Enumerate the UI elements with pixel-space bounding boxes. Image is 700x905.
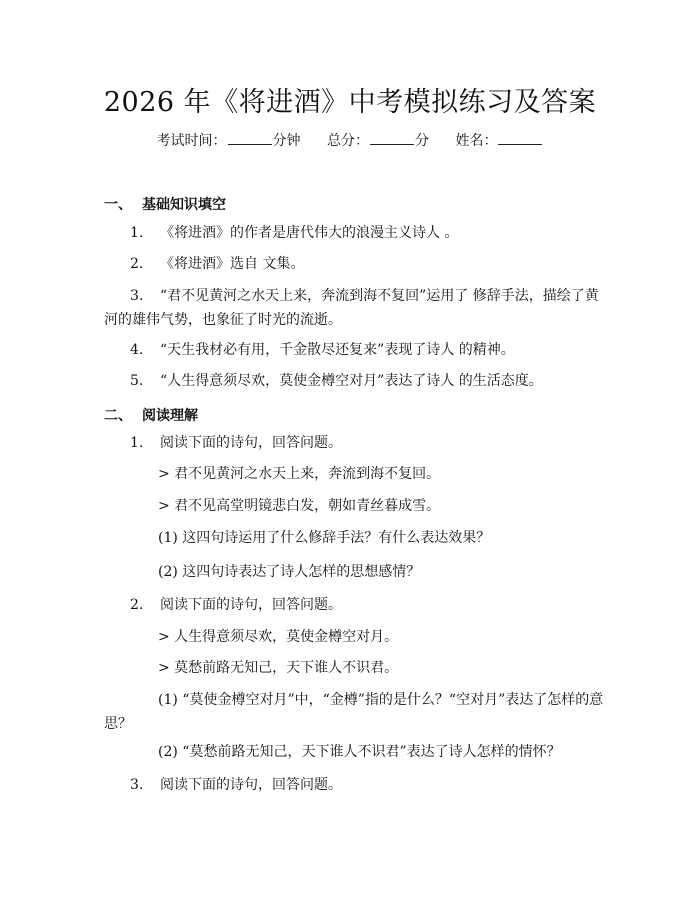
question-1 [130,221,458,245]
time-field [157,133,305,149]
question-text: “人生得意须尽欢，莫使金樽空对月”表达了诗人 的生活态度。 [160,373,543,389]
name-blank [498,132,542,145]
sub-question: (1) 这四句诗运用了什么修辞手法？有什么表达效果？ [158,530,491,546]
poem-quote: > 君不见黄河之水天上来，奔流到海不复回。 [158,466,441,482]
section-number: 一、 [104,197,132,213]
question-3 [104,284,604,332]
question-text: 《将进酒》选自 文集。 [160,256,305,272]
time-label: 考试时间： [156,133,227,149]
question-text: 阅读下面的诗句，回答问题。 [160,435,342,451]
question-number: 1. [130,435,144,451]
question-number: 3. [130,777,144,793]
section-title: 基础知识填空 [142,197,226,213]
question-text: 阅读下面的诗句，回答问题。 [160,597,342,613]
section-title: 阅读理解 [142,408,198,424]
reading-question-1 [130,431,342,455]
reading-question-3 [130,773,342,797]
question-2 [130,252,304,276]
question-number: 5. [130,373,144,389]
question-text: 阅读下面的诗句，回答问题。 [160,777,342,793]
question-text: “君不见黄河之水天上来，奔流到海不复回”运用了 修辞手法，描绘了黄河的雄伟气势，也象征了时光的流逝。 [104,288,599,328]
question-number: 3. [130,288,144,304]
sub-question: (2) 这四句诗表达了诗人怎样的思想感情？ [158,564,421,580]
exam-meta [0,130,700,150]
sub-question: (2) “莫愁前路无知己，天下谁人不识君”表达了诗人怎样的情怀？ [158,744,561,760]
time-blank [228,132,272,145]
question-number: 2. [130,597,144,613]
question-4 [130,338,515,362]
question-5 [130,369,543,393]
sub-question: (1) “莫使金樽空对月”中，“金樽”指的是什么？“空对月”表达了怎样的意思？ [104,692,604,732]
name-field [455,133,543,149]
page-title: 2026 年《将进酒》中考模拟练习及答案 [103,87,597,118]
name-label: 姓名： [455,133,498,149]
score-field [327,133,433,149]
score-unit: 分 [415,133,429,149]
time-unit: 分钟 [272,133,301,149]
question-number: 1. [130,225,144,241]
question-number: 4. [130,342,144,358]
question-text: 《将进酒》的作者是唐代伟大的浪漫主义诗人 。 [160,225,459,241]
section-number: 二、 [104,408,132,424]
section-heading-2 [104,405,198,425]
reading-question-2 [130,593,342,617]
score-label: 总分： [327,133,369,149]
section-heading-1 [104,194,226,214]
question-number: 2. [130,256,144,272]
poem-quote: > 莫愁前路无知己，天下谁人不识君。 [158,660,399,676]
poem-quote: > 人生得意须尽欢，莫使金樽空对月。 [158,629,399,645]
poem-quote: > 君不见高堂明镜悲白发，朝如青丝暮成雪。 [158,498,441,514]
question-text: “天生我材必有用，千金散尽还复来”表现了诗人 的精神。 [160,342,515,358]
score-blank [370,132,414,145]
